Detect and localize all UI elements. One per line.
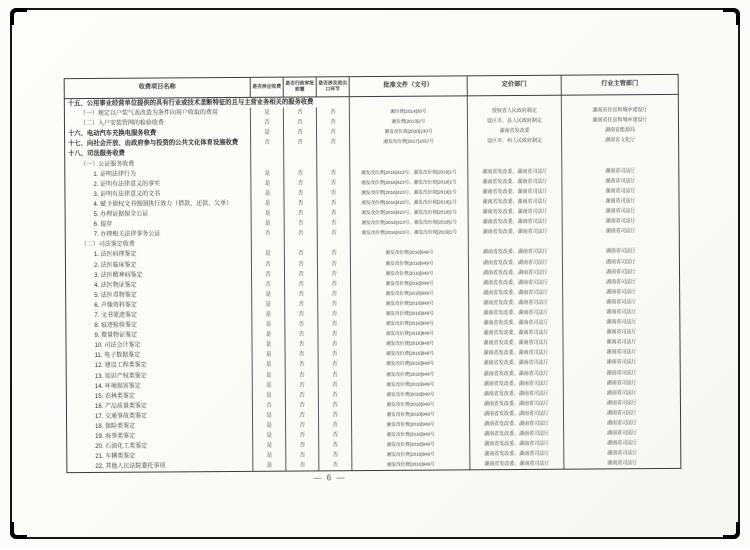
header-enterprise-fee: 是否涉企收费 bbox=[251, 78, 284, 97]
fee-item-name: 十六、电动汽车充换电服务收费 bbox=[65, 128, 251, 139]
flag-cell: 否 bbox=[319, 390, 352, 400]
pricing-dept-cell: 湖南省发改委、湖南省司法厅 bbox=[470, 459, 564, 470]
flag-cell: 否 bbox=[286, 420, 319, 430]
approval-doc-cell: 湘发改价费[2016]949号 bbox=[352, 369, 470, 380]
flag-cell bbox=[252, 239, 285, 249]
approval-doc-cell: 湘发改价费[2016]949号 bbox=[351, 339, 469, 350]
fee-item-name: 11. 电子数据鉴定 bbox=[67, 350, 253, 361]
flag-cell: 否 bbox=[318, 228, 351, 238]
industry-dept-cell: 湖南省司法厅 bbox=[607, 440, 638, 447]
header-approval-doc: 批准文件（文号） bbox=[350, 76, 468, 96]
flag-cell: 否 bbox=[286, 441, 319, 451]
approval-doc-cell: 湘发改价费[2016]949号 bbox=[352, 399, 470, 410]
flag-cell bbox=[284, 158, 317, 168]
flag-cell: 是 bbox=[251, 199, 284, 209]
approval-doc-cell: 湘发改价费[2016]949号 bbox=[352, 389, 470, 400]
approval-doc-cell: 湘发改价费[2016]423号、湘发改价规[2019]1号 bbox=[350, 177, 468, 188]
industry-dept-cell: 湖南省司法厅 bbox=[606, 379, 637, 387]
fee-item-name: 9. 微量物证鉴定 bbox=[66, 330, 252, 341]
flag-cell: 否 bbox=[317, 178, 350, 188]
flag-cell: 否 bbox=[317, 127, 350, 137]
flag-cell: 否 bbox=[318, 279, 351, 289]
flag-cell: 是 bbox=[253, 360, 286, 370]
fee-item-name: 16. 产品质量类鉴定 bbox=[67, 401, 253, 412]
fee-item-name: （一）规定以户装气表改造为条件向用户收取的费用 bbox=[65, 108, 251, 119]
approval-doc-cell: 湘发改价费[2016]949号 bbox=[352, 359, 470, 370]
pricing-dept-cell: 湖南省发改委、湖南省司法厅 bbox=[470, 429, 564, 440]
flag-cell: 否 bbox=[319, 380, 352, 390]
flag-cell: 否 bbox=[285, 229, 318, 239]
pricing-dept-cell: 湖南省发改委、湖南省司法厅 bbox=[470, 439, 564, 450]
approval-doc-cell: 湘发改价费[2016]423号、湘发改价规[2019]1号 bbox=[351, 217, 469, 228]
flag-cell: 否 bbox=[285, 340, 318, 350]
flag-cell: 否 bbox=[318, 249, 351, 259]
flag-cell: 否 bbox=[252, 279, 285, 289]
flag-cell bbox=[251, 158, 284, 168]
fee-item-name: 17. 交通事故类鉴定 bbox=[67, 411, 253, 422]
industry-dept-cell: 湖南省司法厅 bbox=[606, 339, 637, 346]
flag-cell: 否 bbox=[286, 360, 319, 370]
flag-cell: 否 bbox=[284, 107, 317, 117]
flag-cell: 否 bbox=[285, 208, 318, 218]
flag-cell: 是 bbox=[251, 178, 284, 188]
industry-dept-cell: 湖南省司法厅 bbox=[606, 319, 637, 326]
pricing-dept-cell bbox=[468, 96, 562, 107]
flag-cell: 是 bbox=[253, 370, 286, 380]
fee-item-name: （二）司法鉴定收费 bbox=[66, 239, 252, 250]
fee-table bbox=[64, 74, 682, 474]
industry-dept-cell: 湖南省司法厅 bbox=[607, 460, 638, 467]
flag-cell: 否 bbox=[286, 400, 319, 410]
pricing-dept-cell: 湖南省发改委、湖南省司法厅 bbox=[470, 388, 564, 399]
pricing-dept-cell: 湖南省发改委、湖南省司法厅 bbox=[469, 328, 563, 339]
flag-cell: 否 bbox=[251, 138, 284, 148]
flag-cell: 否 bbox=[285, 249, 318, 259]
flag-cell: 是 bbox=[253, 461, 286, 471]
approval-doc-cell: 湘发改价费[2016]423号、湘发改价规[2019]1号 bbox=[351, 228, 469, 239]
flag-cell: 是 bbox=[251, 168, 284, 178]
approval-doc-cell: 湘发改价费[2016]949号 bbox=[352, 349, 470, 360]
flag-cell: 否 bbox=[318, 329, 351, 339]
fee-item-name: 2. 证明有法律意义的事实 bbox=[65, 179, 251, 190]
pricing-dept-cell: 设区市、州人民政府制定 bbox=[468, 136, 562, 147]
fee-item-name: 十七、向社会开放、由政府参与投资的公共文化体育设施收费 bbox=[65, 138, 251, 149]
flag-cell: 否 bbox=[319, 450, 352, 460]
fee-item-name: 4. 法医物证鉴定 bbox=[66, 280, 252, 291]
pricing-dept-cell: 湖南省发改委、湖南省司法厅 bbox=[470, 368, 564, 379]
pricing-dept-cell: 湖南省发改委、湖南省司法厅 bbox=[470, 419, 564, 430]
flag-cell: 否 bbox=[319, 440, 352, 450]
industry-dept-cell: 湖南省司法厅 bbox=[607, 450, 638, 457]
industry-dept-cell: 湖南省司法厅 bbox=[606, 278, 637, 286]
flag-cell: 否 bbox=[318, 319, 351, 329]
flag-cell: 否 bbox=[285, 279, 318, 289]
approval-doc-cell: 湘发改价费[2016]949号 bbox=[352, 440, 470, 451]
pricing-dept-cell: 湖南省发改委、湖南省司法厅 bbox=[469, 217, 563, 228]
fee-item-name: 6. 提存 bbox=[66, 219, 252, 230]
pricing-dept-cell: 湖南省发改委、湖南省司法厅 bbox=[468, 176, 562, 187]
flag-cell: 否 bbox=[252, 269, 285, 279]
pricing-dept-cell: 湖南省发改委、湖南省司法厅 bbox=[468, 166, 562, 177]
flag-cell bbox=[285, 239, 318, 249]
pricing-dept-cell: 湖南省发改委、湖南省司法厅 bbox=[469, 277, 563, 288]
header-industry-dept: 行业主管部门 bbox=[601, 80, 639, 88]
pricing-dept-cell: 湖南省发改委、湖南省司法厅 bbox=[469, 308, 563, 319]
flag-cell: 否 bbox=[317, 188, 350, 198]
fee-item-name: 8. 痕迹检验鉴定 bbox=[66, 320, 252, 331]
approval-doc-cell: 湘发改价费[2016]949号 bbox=[351, 308, 469, 319]
flag-cell: 否 bbox=[286, 430, 319, 440]
flag-cell: 否 bbox=[252, 259, 285, 269]
flag-cell: 否 bbox=[317, 168, 350, 178]
flag-cell: 否 bbox=[317, 117, 350, 127]
industry-dept-cell: 湖南省司法厅 bbox=[606, 399, 637, 407]
industry-dept-cell: 湖南省司法厅 bbox=[606, 389, 637, 397]
flag-cell: 是 bbox=[252, 300, 285, 310]
industry-dept-cell: 湖南省司法厅 bbox=[606, 369, 637, 376]
industry-dept-cell: 湖南省司法厅 bbox=[605, 177, 636, 185]
fee-item-name: （一）公证服务收费 bbox=[65, 158, 251, 169]
fee-item-name: 15. 农林类鉴定 bbox=[67, 391, 253, 402]
flag-cell: 否 bbox=[286, 410, 319, 420]
approval-doc-cell: 湘价费[2014]30号 bbox=[350, 106, 468, 117]
flag-cell: 是 bbox=[253, 411, 286, 421]
fee-item-name: 5. 办理证据保全公证 bbox=[66, 209, 252, 220]
fee-item-name: 22. 其他人民法院委托事项 bbox=[67, 461, 253, 472]
fee-item-name: 3. 证明有法律意义的文书 bbox=[65, 189, 251, 200]
flag-cell: 否 bbox=[318, 339, 351, 349]
flag-cell: 否 bbox=[318, 269, 351, 279]
pricing-dept-cell: 湖南省发改委、湖南省司法厅 bbox=[469, 298, 563, 309]
pricing-dept-cell: 湖南省发改委、湖南省司法厅 bbox=[470, 348, 564, 359]
flag-cell: 否 bbox=[284, 118, 317, 128]
industry-dept-cell: 湖南省司法厅 bbox=[606, 309, 637, 316]
approval-doc-cell: 湘发改价费[2016]423号、湘发改价规[2019]1号 bbox=[350, 187, 468, 198]
fee-item-name: 7. 文书笔迹鉴定 bbox=[66, 310, 252, 321]
fee-item-name: 19. 海事类鉴定 bbox=[67, 431, 253, 442]
fee-item-name: （二）入户安装管网的检验收费 bbox=[65, 118, 251, 129]
flag-cell: 否 bbox=[285, 259, 318, 269]
flag-cell: 否 bbox=[285, 309, 318, 319]
industry-dept-cell: 湖南省司法厅 bbox=[606, 299, 637, 306]
industry-dept-cell: 湖南省住房和城乡建设厅 bbox=[592, 117, 648, 124]
fee-item-name: 3. 法医精神病鉴定 bbox=[66, 269, 252, 280]
industry-dept-cell: 湖南省司法厅 bbox=[605, 258, 636, 265]
industry-dept-cell: 湖南省司法厅 bbox=[605, 268, 637, 275]
fee-item-name: 4. 赋予债权文书强制执行效力（借款、还款、欠单） bbox=[66, 199, 252, 210]
approval-doc-cell: 湘发改价费[2016]949号 bbox=[351, 288, 469, 299]
header-fee-name: 收费项目名称 bbox=[65, 78, 251, 98]
flag-cell: 是 bbox=[253, 431, 286, 441]
fee-item-name: 10. 司法会计鉴定 bbox=[66, 340, 252, 351]
flag-cell: 否 bbox=[319, 350, 352, 360]
approval-doc-cell: 湘发改价费[2016]423号、湘发改价规[2019]1号 bbox=[351, 207, 469, 218]
approval-doc-cell: 湘发改价费[2016]949号 bbox=[351, 258, 469, 269]
approval-doc-cell: 湘发改价费[2016]949号 bbox=[352, 409, 470, 420]
flag-cell: 否 bbox=[319, 430, 352, 440]
pricing-dept-cell: 湖南省发改委、湖南省司法厅 bbox=[470, 449, 564, 460]
flag-cell: 否 bbox=[284, 128, 317, 138]
flag-cell: 否 bbox=[286, 461, 319, 471]
page-number: — 6 — bbox=[313, 473, 346, 483]
flag-cell: 否 bbox=[318, 289, 351, 299]
fee-item-name: 5. 法医毒物鉴定 bbox=[66, 290, 252, 301]
flag-cell: 是 bbox=[253, 441, 286, 451]
flag-cell: 是 bbox=[253, 390, 286, 400]
pricing-dept-cell: 湖南省发改委、湖南省司法厅 bbox=[469, 338, 563, 349]
industry-dept-cell: 湖南省司法厅 bbox=[607, 430, 638, 437]
pricing-dept-cell: 湖南省发改委、湖南省司法厅 bbox=[468, 197, 562, 208]
flag-cell: 是 bbox=[252, 209, 285, 219]
approval-doc-cell: 湘发改价费[2016]949号 bbox=[352, 379, 470, 390]
flag-cell: 否 bbox=[286, 370, 319, 380]
table-body bbox=[65, 95, 681, 473]
flag-cell: 否 bbox=[286, 451, 319, 461]
approval-doc-cell: 湘发改价费[2016]423号、湘发改价规[2019]1号 bbox=[350, 167, 468, 178]
approval-doc-cell: 湘发改价费[2016]949号 bbox=[352, 460, 470, 471]
pricing-dept-cell: 湖南省发改委、湖南省司法厅 bbox=[470, 358, 564, 369]
flag-cell: 否 bbox=[253, 400, 286, 410]
flag-cell: 是 bbox=[252, 219, 285, 229]
flag-cell: 否 bbox=[317, 107, 350, 117]
pricing-dept-cell: 授权省人民政府制定 bbox=[468, 106, 562, 117]
flag-cell: 否 bbox=[286, 350, 319, 360]
industry-dept-cell: 湖南省司法厅 bbox=[606, 359, 637, 366]
industry-dept-cell: 湖南省司法厅 bbox=[605, 208, 636, 215]
pricing-dept-cell: 湖南省发改委、湖南省司法厅 bbox=[470, 398, 564, 409]
flag-cell: 否 bbox=[285, 219, 318, 229]
flag-cell: 是 bbox=[252, 340, 285, 350]
flag-cell: 否 bbox=[284, 138, 317, 148]
approval-doc-cell: 湘发改价费[2017]1057号 bbox=[350, 137, 468, 148]
flag-cell: 否 bbox=[285, 289, 318, 299]
fee-item-name: 十八、司法服务收费 bbox=[65, 148, 251, 159]
pricing-dept-cell: 湖南省发改委、湖南省司法厅 bbox=[469, 257, 563, 268]
flag-cell: 否 bbox=[284, 188, 317, 198]
flag-cell: 否 bbox=[285, 299, 318, 309]
industry-dept-cell: 湖南省司法厅 bbox=[605, 198, 636, 205]
flag-cell: 是 bbox=[253, 380, 286, 390]
pricing-dept-cell: 湖南省发改委、湖南省司法厅 bbox=[469, 247, 563, 258]
pricing-dept-cell: 湖南省发改委、湖南省司法厅 bbox=[469, 318, 563, 329]
flag-cell: 否 bbox=[318, 259, 351, 269]
flag-cell: 否 bbox=[286, 380, 319, 390]
flag-cell: 是 bbox=[252, 289, 285, 299]
pricing-dept-cell: 湖南省发改委、湖南省司法厅 bbox=[470, 409, 564, 420]
pricing-dept-cell bbox=[468, 146, 562, 157]
fee-item-name: 12. 建设工程类鉴定 bbox=[67, 360, 253, 371]
approval-doc-cell: 湘发改价费[2016]949号 bbox=[351, 268, 469, 279]
flag-cell: 是 bbox=[252, 320, 285, 330]
fee-item-name: 十五、公用事业经营单位提供的具有行业或技术垄断特征的且与主营业务相关的服务收费 bbox=[65, 97, 350, 109]
flag-cell: 否 bbox=[318, 218, 351, 228]
approval-doc-cell: 湘发改价费[2016]423号、湘发改价规[2019]1号 bbox=[350, 197, 468, 208]
flag-cell: 否 bbox=[318, 309, 351, 319]
industry-dept-cell: 湖南省司法厅 bbox=[605, 248, 636, 255]
industry-dept-cell: 湖南省司法厅 bbox=[605, 188, 636, 195]
header-admin-approval: 是否行政审批前置 bbox=[284, 77, 317, 96]
industry-dept-cell: 湖南省司法厅 bbox=[605, 218, 636, 225]
flag-cell: 否 bbox=[319, 400, 352, 410]
flag-cell: 是 bbox=[252, 249, 285, 259]
flag-cell: 是 bbox=[251, 128, 284, 138]
industry-dept-cell: 湖南省能源局 bbox=[604, 127, 636, 134]
industry-dept-cell: 湖南省司法厅 bbox=[605, 167, 636, 175]
approval-doc-cell: 湘发改价费[2016]949号 bbox=[351, 248, 469, 259]
flag-cell: 否 bbox=[252, 229, 285, 239]
fee-item-name: 6. 声像资料鉴定 bbox=[66, 300, 252, 311]
approval-doc-cell: 湘发改价费[2016]949号 bbox=[351, 298, 469, 309]
flag-cell: 是 bbox=[252, 310, 285, 320]
flag-cell: 是 bbox=[252, 330, 285, 340]
pricing-dept-cell bbox=[469, 237, 563, 248]
fee-item-name: 13. 知识产权类鉴定 bbox=[67, 370, 253, 381]
flag-cell: 否 bbox=[319, 370, 352, 380]
flag-cell: 否 bbox=[284, 198, 317, 208]
fee-item-name: 1. 法医病理鉴定 bbox=[66, 249, 252, 260]
flag-cell: 是 bbox=[251, 188, 284, 198]
flag-cell bbox=[284, 148, 317, 158]
approval-doc-cell: 湘发改价费[2016]949号 bbox=[352, 419, 470, 430]
flag-cell: 是 bbox=[253, 421, 286, 431]
flag-cell: 是 bbox=[251, 108, 284, 118]
industry-dept-cell: 湖南省文化厅 bbox=[605, 137, 636, 144]
approval-doc-cell: 湘发改价费[2016]949号 bbox=[351, 328, 469, 339]
industry-dept-cell: 湖南省司法厅 bbox=[607, 420, 638, 427]
pricing-dept-cell: 湖南省发改委、湖南省司法厅 bbox=[469, 207, 563, 218]
fee-item-name: 20. 石油化工类鉴定 bbox=[67, 441, 253, 452]
industry-dept-cell: 湖南省司法厅 bbox=[606, 349, 637, 356]
flag-cell bbox=[251, 148, 284, 158]
flag-cell: 否 bbox=[284, 168, 317, 178]
industry-dept-cell: 湖南省司法厅 bbox=[606, 329, 637, 336]
pricing-dept-cell: 湖南省发改委、湖南省司法厅 bbox=[469, 287, 563, 298]
flag-cell: 否 bbox=[319, 410, 352, 420]
flag-cell bbox=[317, 148, 350, 158]
industry-dept-cell: 湖南省司法厅 bbox=[606, 410, 638, 417]
pricing-dept-cell: 湖南省发改委、湖南省司法厅 bbox=[469, 267, 563, 278]
flag-cell: 否 bbox=[319, 420, 352, 430]
fee-item-name: 7. 办理相关法律事务公证 bbox=[66, 229, 252, 240]
flag-cell bbox=[318, 238, 351, 248]
fee-item-name: 1. 证明法律行为 bbox=[65, 169, 251, 180]
pricing-dept-cell: 设区市、县人民政府制定 bbox=[468, 116, 562, 127]
flag-cell: 否 bbox=[318, 208, 351, 218]
pricing-dept-cell: 湖南省发改委、湖南省司法厅 bbox=[469, 227, 563, 238]
industry-dept-cell: 湖南省司法厅 bbox=[606, 288, 637, 296]
fee-item-name: 18. 保险类鉴定 bbox=[67, 421, 253, 432]
approval-doc-cell: 湘发改价费[2016]949号 bbox=[351, 318, 469, 329]
approval-doc-cell: 湘发改价费[2016]949号 bbox=[351, 278, 469, 289]
flag-cell: 否 bbox=[284, 178, 317, 188]
pricing-dept-cell: 湖南省发改委、湖南省司法厅 bbox=[470, 378, 564, 389]
flag-cell bbox=[317, 158, 350, 168]
flag-cell: 否 bbox=[285, 319, 318, 329]
flag-cell: 是 bbox=[253, 350, 286, 360]
pricing-dept-cell bbox=[468, 156, 562, 167]
pricing-dept-cell: 湖南省发改委 bbox=[468, 126, 562, 137]
approval-doc-cell: 湘发改价费[2016]949号 bbox=[352, 450, 470, 461]
industry-dept-cell: 湖南省司法厅 bbox=[605, 228, 636, 235]
fee-item-name: 2. 法医临床鉴定 bbox=[66, 259, 252, 270]
header-import-export: 是否涉及进出口环节 bbox=[317, 77, 350, 96]
flag-cell: 否 bbox=[317, 138, 350, 148]
header-pricing-dept: 定价部门 bbox=[468, 76, 562, 96]
flag-cell: 否 bbox=[319, 360, 352, 370]
flag-cell: 是 bbox=[253, 451, 286, 461]
flag-cell: 否 bbox=[318, 299, 351, 309]
flag-cell: 否 bbox=[285, 330, 318, 340]
approval-doc-cell: 湘价费[2013]2号 bbox=[350, 117, 468, 128]
flag-cell: 否 bbox=[286, 390, 319, 400]
pricing-dept-cell: 湖南省发改委、湖南省司法厅 bbox=[468, 187, 562, 198]
flag-cell: 否 bbox=[319, 461, 352, 471]
fee-item-name: 14. 环境损害鉴定 bbox=[67, 380, 253, 391]
approval-doc-cell: 湘发改价商[2020]230号 bbox=[350, 127, 468, 138]
flag-cell: 否 bbox=[285, 269, 318, 279]
fee-item-name: 21. 车辆类鉴定 bbox=[67, 451, 253, 462]
industry-dept-cell: 湖南省住房和城乡建设厅 bbox=[592, 107, 648, 114]
flag-cell: 否 bbox=[317, 198, 350, 208]
approval-doc-cell: 湘发改价费[2016]949号 bbox=[352, 429, 470, 440]
flag-cell: 否 bbox=[251, 118, 284, 128]
